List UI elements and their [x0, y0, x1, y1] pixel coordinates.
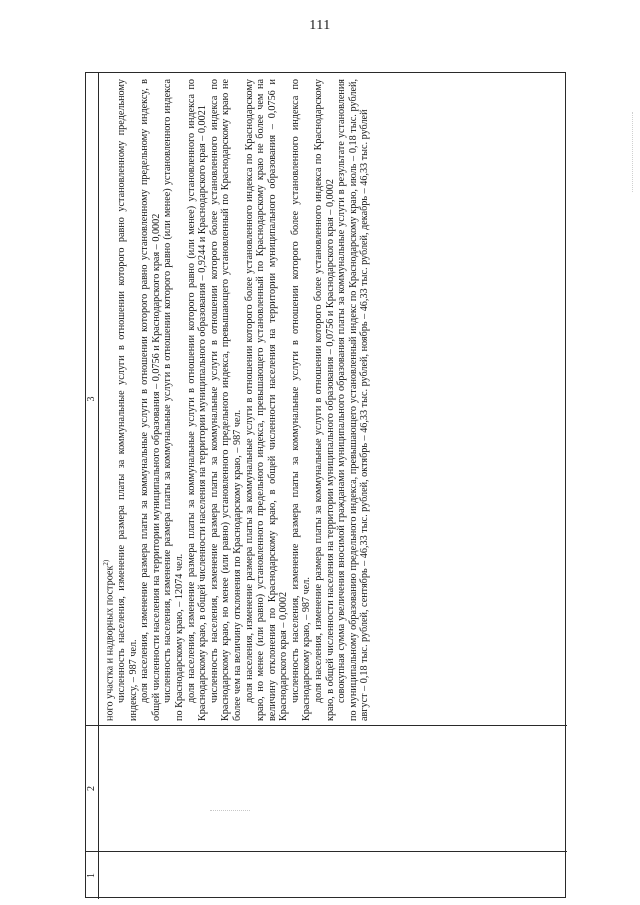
paragraph-text: численность населения, изменение размера платы за коммунальные услуги в отношении которого более установленного индекса по Краснодарскому краю, – 987 чел. — [289, 79, 313, 721]
table-paragraph — [336, 79, 371, 721]
page-number: 111 — [309, 18, 331, 33]
table-paragraph — [186, 79, 209, 721]
table-paragraph — [116, 79, 139, 721]
paragraph-text: численность населения, изменение размера платы за коммунальные услуги в отношении которого равно установленному предельному индексу, – 987 чел. — [115, 79, 139, 721]
paragraph-text: доля населения, изменение размера платы за коммунальные услуги в отношении которого равно установленному предельному индексу, в общей численности населения на территории муниципального образования – 0,0756 и Краснодарского края – 0,0002 — [139, 79, 162, 721]
paragraph-text: численность населения, изменение размера платы за коммунальные услуги в отношении которого равно (или менее) установленного индекса по Краснодарскому краю, – 12074 чел. — [162, 79, 185, 721]
scan-artifact — [210, 810, 250, 817]
edge-scan-artifact — [632, 112, 636, 192]
paragraph-text: ного участка и надворных построек — [104, 565, 116, 721]
body-col-1 — [99, 851, 567, 899]
table-paragraph — [139, 79, 162, 721]
rotated-table-content — [86, 73, 567, 899]
paragraph-text: доля населения, изменение размера платы за коммунальные услуги в отношении которого равно (или менее) установленного индекса по Краснодарскому краю, в общей численности населения на территории муниципального образования – 0,9244 и Краснодарского края – 0,0021 — [185, 79, 209, 721]
paragraph-text: численность населения, изменение размера платы за коммунальные услуги в отношении которого более установленного индекса по Краснодарскому краю, но менее (или равно) установленного предельного индекса, превышающего установленный по Краснодарскому краю не более чем на величину отклонения по Краснодарскому краю, – 987 чел. — [208, 79, 243, 721]
document-table — [85, 72, 566, 898]
table-paragraph — [101, 79, 116, 721]
paragraph-text: доля населения, изменение размера платы за коммунальные услуги в отношении которого более установленного индекса по Краснодарскому краю, в общей численности населения на территории муниципального образования – 0,0756 и Краснодарского края – 0,0002 — [313, 79, 336, 721]
body-col-3-text — [99, 73, 567, 725]
header-col-2: 2 — [86, 725, 98, 851]
table-header-row — [86, 73, 99, 899]
paragraph-text: совокупная сумма увеличения вносимой гражданами муниципального образования платы за коммунальные услуги в результате установления по муниципальному образованию предельного индекса, превышающего установленный индекс по Краснодарскому краю, июль – 0,18 тыс. рублей, август – 0,18 тыс. рублей, сентябрь – 46,33 тыс. рублей, октябрь – 46,33 тыс. рублей, ноябрь – 46,33 тыс. рублей, декабрь – 46,33 тыс. рублей — [336, 79, 371, 721]
table-paragraph — [244, 79, 290, 721]
table-paragraph — [313, 79, 336, 721]
header-col-3: 3 — [86, 396, 97, 402]
table-paragraph — [209, 79, 244, 721]
paragraph-text: доля населения, изменение размера платы за коммунальные услуги в отношении которого более установленного индекса по Краснодарскому краю, но менее (или равно) установленного предельного индекса, превышающего установленный по Краснодарскому краю не более чем на величину отклонения по Краснодарскому краю, в общей численности населения на территории муниципального образования – 0,0756 и Краснодарского края – 0,0002 — [243, 79, 290, 721]
table-paragraph — [162, 79, 185, 721]
table-paragraph — [290, 79, 313, 721]
header-col-1: 1 — [86, 851, 98, 899]
table-body-row — [99, 73, 567, 899]
body-col-2 — [99, 725, 567, 851]
footnote-marker: 2) — [102, 559, 110, 566]
